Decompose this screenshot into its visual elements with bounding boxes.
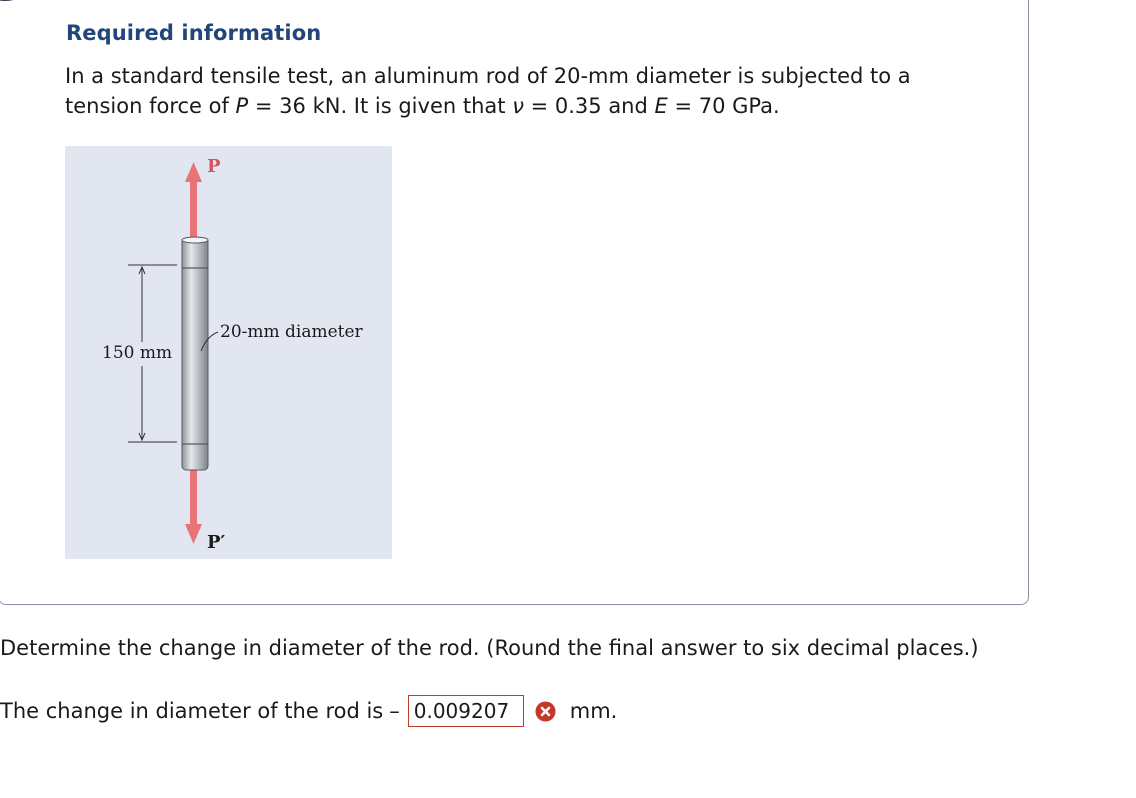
rod-figure [65, 146, 392, 559]
problem-line-2: tension force of P = 36 kN. It is given that ν = 0.35 and E = 70 GPa. [65, 94, 780, 118]
variable-p: P [235, 94, 249, 118]
answer-input[interactable] [408, 695, 524, 727]
question-prompt: Determine the change in diameter of the rod. (Round the final answer to six decimal places.) [0, 636, 979, 660]
top-force-arrow-shaft [190, 178, 197, 238]
info-title: Required information [66, 21, 322, 45]
answer-row [0, 694, 617, 728]
length-label: 150 mm [102, 343, 173, 363]
force-label-p-prime: P′ [207, 532, 226, 553]
e-value: 70 GPa [698, 94, 773, 118]
variable-e: E [654, 94, 668, 118]
bottom-force-arrow-shaft [190, 468, 197, 528]
p-value: 36 kN [279, 94, 341, 118]
problem-line-1: In a standard tensile test, an aluminum rod of 20-mm diameter is subjected to a [65, 64, 911, 88]
corner-badge [0, 0, 29, 1]
top-force-arrowhead [185, 162, 202, 182]
answer-sign: – [389, 699, 400, 723]
rod-diagram [65, 146, 392, 559]
variable-nu: ν [512, 94, 524, 118]
answer-prefix: The change in diameter of the rod is [0, 699, 384, 723]
bottom-force-arrowhead [185, 524, 202, 544]
diameter-label: 20-mm diameter [220, 322, 363, 342]
problem-statement [65, 61, 965, 121]
x-circle-icon [535, 701, 556, 722]
aluminum-rod [182, 237, 208, 470]
force-label-p: P [207, 156, 221, 177]
nu-value: 0.35 [554, 94, 602, 118]
answer-unit: mm. [569, 699, 618, 723]
